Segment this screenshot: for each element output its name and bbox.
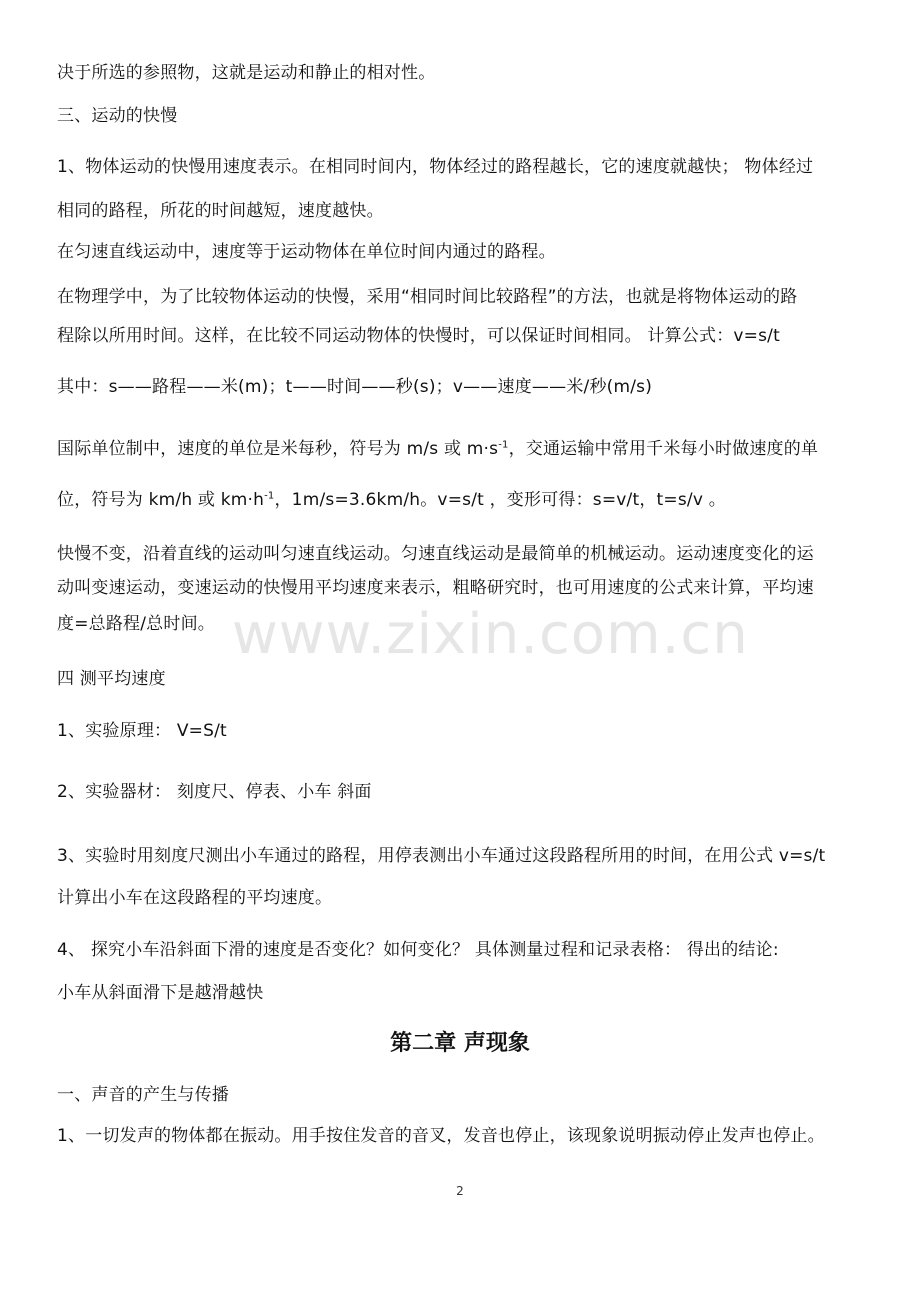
superscript: -1 xyxy=(498,439,509,451)
paragraph-line: 相同的路程，所花的时间越短，速度越快。 xyxy=(57,201,384,221)
chapter-heading: 第二章 声现象 xyxy=(390,1031,530,1056)
section-heading-average-speed: 四 测平均速度 xyxy=(57,669,166,689)
section-heading-sound: 一、声音的产生与传播 xyxy=(57,1085,229,1105)
paragraph-line: 计算出小车在这段路程的平均速度。 xyxy=(57,888,333,908)
formula-legend: 其中：s——路程——米(m)；t——时间——秒(s)；v——速度——米/秒(m/s) xyxy=(57,377,653,397)
paragraph-line: 度=总路程/总时间。 xyxy=(57,614,215,634)
text-segment: ，1m/s=3.6km/h。v=s/t ，变形可得：s=v/t，t=s/v 。 xyxy=(274,490,726,510)
list-item: 3、实验时用刻度尺测出小车通过的路程，用停表测出小车通过这段路程所用的时间，在用公式 v=s/t xyxy=(57,846,826,866)
paragraph-line: 在匀速直线运动中，速度等于运动物体在单位时间内通过的路程。 xyxy=(57,242,556,262)
paragraph-line: 决于所选的参照物，这就是运动和静止的相对性。 xyxy=(57,63,436,83)
paragraph-line: 快慢不变，沿着直线的运动叫匀速直线运动。匀速直线运动是最简单的机械运动。运动速度变化的运 xyxy=(57,544,814,564)
page-number: 2 xyxy=(456,1184,464,1198)
list-item: 4、 探究小车沿斜面下滑的速度是否变化？如何变化？ 具体测量过程和记录表格： 得出的结论: xyxy=(57,940,779,960)
paragraph-line-units xyxy=(57,437,818,461)
watermark: www.zixin.com.cn xyxy=(232,602,749,667)
paragraph-line: 在物理学中，为了比较物体运动的快慢，采用“相同时间比较路程”的方法，也就是将物体运动的路 xyxy=(57,287,798,307)
section-heading-speed: 三、运动的快慢 xyxy=(57,106,178,126)
paragraph-line: 1、物体运动的快慢用速度表示。在相同时间内，物体经过的路程越长，它的速度就越快； 物体经过 xyxy=(57,157,814,177)
list-item: 2、实验器材： 刻度尺、停表、小车 斜面 xyxy=(57,782,372,802)
text-segment: 国际单位制中，速度的单位是米每秒，符号为 m/s 或 m·s xyxy=(57,439,499,459)
paragraph-line: 动叫变速运动，变速运动的快慢用平均速度来表示，粗略研究时，也可用速度的公式来计算，平均速 xyxy=(57,578,814,598)
superscript: -1 xyxy=(264,490,275,502)
paragraph-line: 1、一切发声的物体都在振动。用手按住发音的音叉，发音也停止，该现象说明振动停止发声也停止。 xyxy=(57,1126,825,1146)
paragraph-line-units xyxy=(57,488,726,512)
list-item: 1、实验原理： V=S/t xyxy=(57,721,227,741)
text-segment: ，交通运输中常用千米每小时做速度的单 xyxy=(508,439,819,459)
paragraph-line: 程除以所用时间。这样，在比较不同运动物体的快慢时，可以保证时间相同。 计算公式：v=s/t xyxy=(57,326,780,346)
paragraph-line: 小车从斜面滑下是越滑越快 xyxy=(57,983,264,1003)
text-segment: 位，符号为 km/h 或 km·h xyxy=(57,490,265,510)
